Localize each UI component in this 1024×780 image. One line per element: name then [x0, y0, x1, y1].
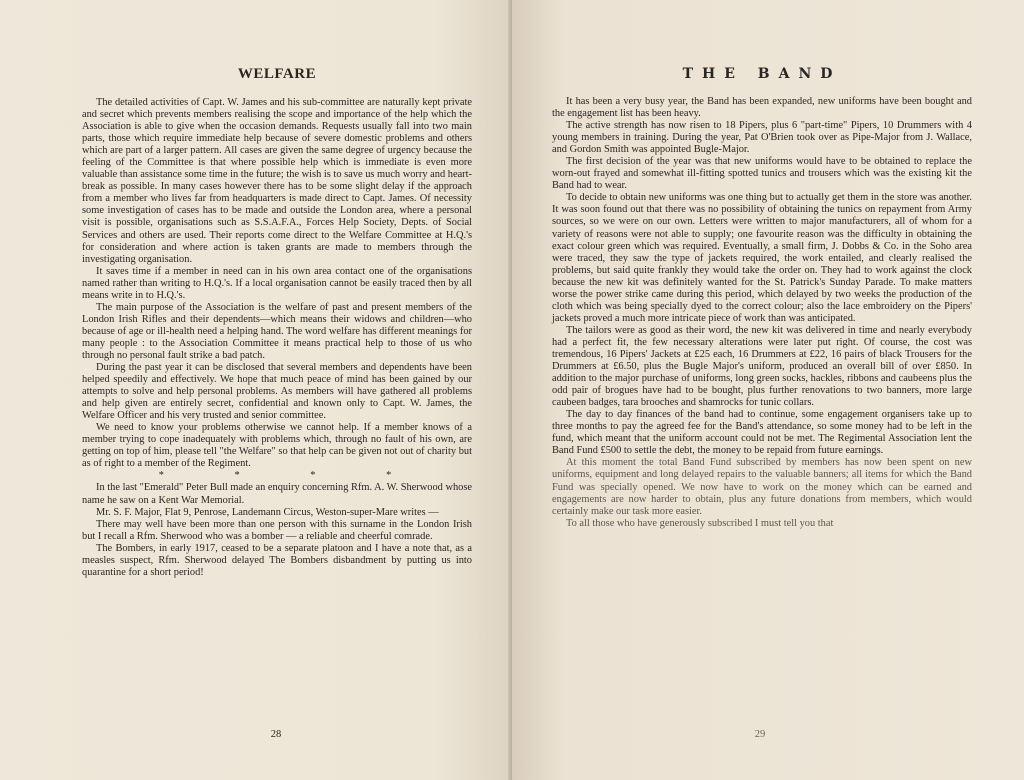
sherwood-paragraph: There may well have been more than one person with this surname in the London Irish but I recall a Rfm. Sherwood who was a bomber — a reliable and cheerful comrade. — [82, 518, 472, 542]
sherwood-paragraph: In the last "Emerald" Peter Bull made an enquiry concerning Rfm. A. W. Sherwood whose name he saw on a Kent War Memorial. — [82, 482, 472, 506]
welfare-paragraph: It saves time if a member in need can in his own area contact one of the organisations named rather than writing to H.Q.'s. If a local organisation cannot be easily traced then by all means write in to H.Q.'s. — [82, 265, 472, 301]
welfare-paragraph: During the past year it can be disclosed that several members and dependents have been helped speedily and effectively. We hope that much peace of mind has been gained by our attempts to solve and help personal problems. As members will have gathered all problems and help given are entirely secret, confidential and known only to Capt. W. James, the Welfare Officer and his very trusted and senior committee. — [82, 362, 472, 422]
band-paragraph: To all those who have generously subscribed I must tell you that — [566, 517, 834, 529]
section-separator: * * * * — [158, 470, 426, 482]
band-title: THE BAND — [682, 66, 842, 82]
welfare-title: WELFARE — [237, 66, 317, 82]
welfare-paragraph: The detailed activities of Capt. W. James and his sub-committee are naturally kept private and secret which prevents members realising the scope and importance of the help which the Association is able to give when the occasion demands. Requests usually fall into two main parts, those which require immediate help because of severe domestic problems and others which are part of a larger pattern. All cases are given the same degree of urgency because the feeling of the Committee is that where possible help which is immediate is even more valuable than assistance some time in the future; the wish is to save us much worry and heart-break as possible. In many cases however there has to be some slight delay if the approach from a member who lives far from headquarters is made direct to Capt. James. Of necessity some investigation of cases has to be made and outside the London area, where a personal visit is possible, organisations such as S.S.A.F.A., Forces Help Society, Depts. of Social Services and others are used. Their reports come direct to the Welfare Committee at H.Q.'s for consideration and where action is taken grants are made to members through the investigating organisation. — [82, 97, 472, 265]
band-paragraph: The day to day finances of the band had to continue, some engagement organisers take up to three months to pay the agreed fee for the Band's attendance, so some money had to be left in the fund, which meant that the uniform account could not be met. The Regimental Association lent the Band Fund £500 to settle the debt, the money to be repaid from future earnings. — [552, 409, 972, 457]
band-paragraph: It has been a very busy year, the Band has been expanded, new uniforms have been bought and the engagement list has been heavy. — [552, 96, 972, 120]
sherwood-paragraph: The Bombers, in early 1917, ceased to be a separate platoon and I have a note that, as a measles suspect, Rfm. Sherwood delayed The Bombers disbandment by putting us into quarantine for a short period! — [82, 542, 472, 578]
page-number-right: 29 — [754, 729, 766, 740]
welfare-paragraph: The main purpose of the Association is the welfare of past and present members of the London Irish Rifles and their dependents—which means their widows and children—who because of age or ill-health need a helping hand. The word welfare has different meanings for many people : to the Association Committee it means practical help to those of us who through no personal fault strike a bad patch. — [82, 301, 472, 361]
band-paragraph: To decide to obtain new uniforms was one thing but to actually get them in the store was another. It was soon found out that there was no possibility of obtaining the tunics on repayment from Army sources, so we were on our own. Letters were written to major manufacturers, all of whom for a variety of reasons were not able to supply; one favourite reason was the difficulty in obtaining the exact colour green which was required. Eventually, a small firm, J. Dobbs & Co. in the Soho area were traced, they saw the type of jackets required, the work entailed, and clearly realised the problems, but said quite frankly they would take the order on. They had to work against the clock because the new kit was definitely wanted for the St. Patrick's Sunday Parade. To make matters worse the power strike came during this period, which delayed by two weeks the production of the cloth which was being specially dyed to the correct colour; also the lace embroidery on the Pipers' jackets proved a much more intricate piece of work than was anticipated. — [552, 192, 972, 324]
band-paragraph: The first decision of the year was that new uniforms would have to be obtained to replace the worn-out frayed and somewhat ill-fitting spotted tunics and trousers which was the existing kit the Band had to wear. — [552, 156, 972, 192]
right-page — [512, 0, 1024, 780]
band-paragraph: The active strength has now risen to 18 Pipers, plus 6 "part-time" Pipers, 10 Drummers with 4 young members in training. During the year, Pat O'Brien took over as Pipe-Major from J. Wallace, and Gordon Smith was appointed Bugle-Major. — [552, 120, 972, 156]
welfare-paragraph: We need to know your problems otherwise we cannot help. If a member knows of a member trying to cope inadequately with problems which, through no fault of his own, are getting on top of him, please tell "the Welfare" so that help can be given not out of charity but as of right to a member of the Regiment. — [82, 422, 472, 470]
band-paragraph: At this moment the total Band Fund subscribed by members has now been spent on new uniforms, equipment and long delayed repairs to the valuable banners; all items for which the Band Fund was specially opened. We now have to work on the money which can be earned and engagements are now harder to obtain, plus any future donations from members, which would certainly make our task more easier. — [552, 457, 972, 517]
page-number-left: 28 — [270, 729, 282, 740]
sherwood-paragraph: Mr. S. F. Major, Flat 9, Penrose, Landemann Circus, Weston-super-Mare writes — — [96, 506, 439, 518]
band-paragraph: The tailors were as good as their word, the new kit was delivered in time and nearly everybody had a perfect fit, the few necessary alterations were later put right. Of course, the cost was tremendous, 16 Pipers' Jackets at £25 each, 16 Drummers at £22, 16 pairs of black Trousers for the Drummers at £6.50, plus the Bugle Major's uniform, produced an overall bill of over £850. In addition to the major purchase of uniforms, long green socks, hackles, ribbons and caubeens plus the odd pair of brogues have had to be bought, plus further renovations to two banners, more large caubeen badges, tara brooches and shamrocks for tunic collars. — [552, 324, 972, 409]
